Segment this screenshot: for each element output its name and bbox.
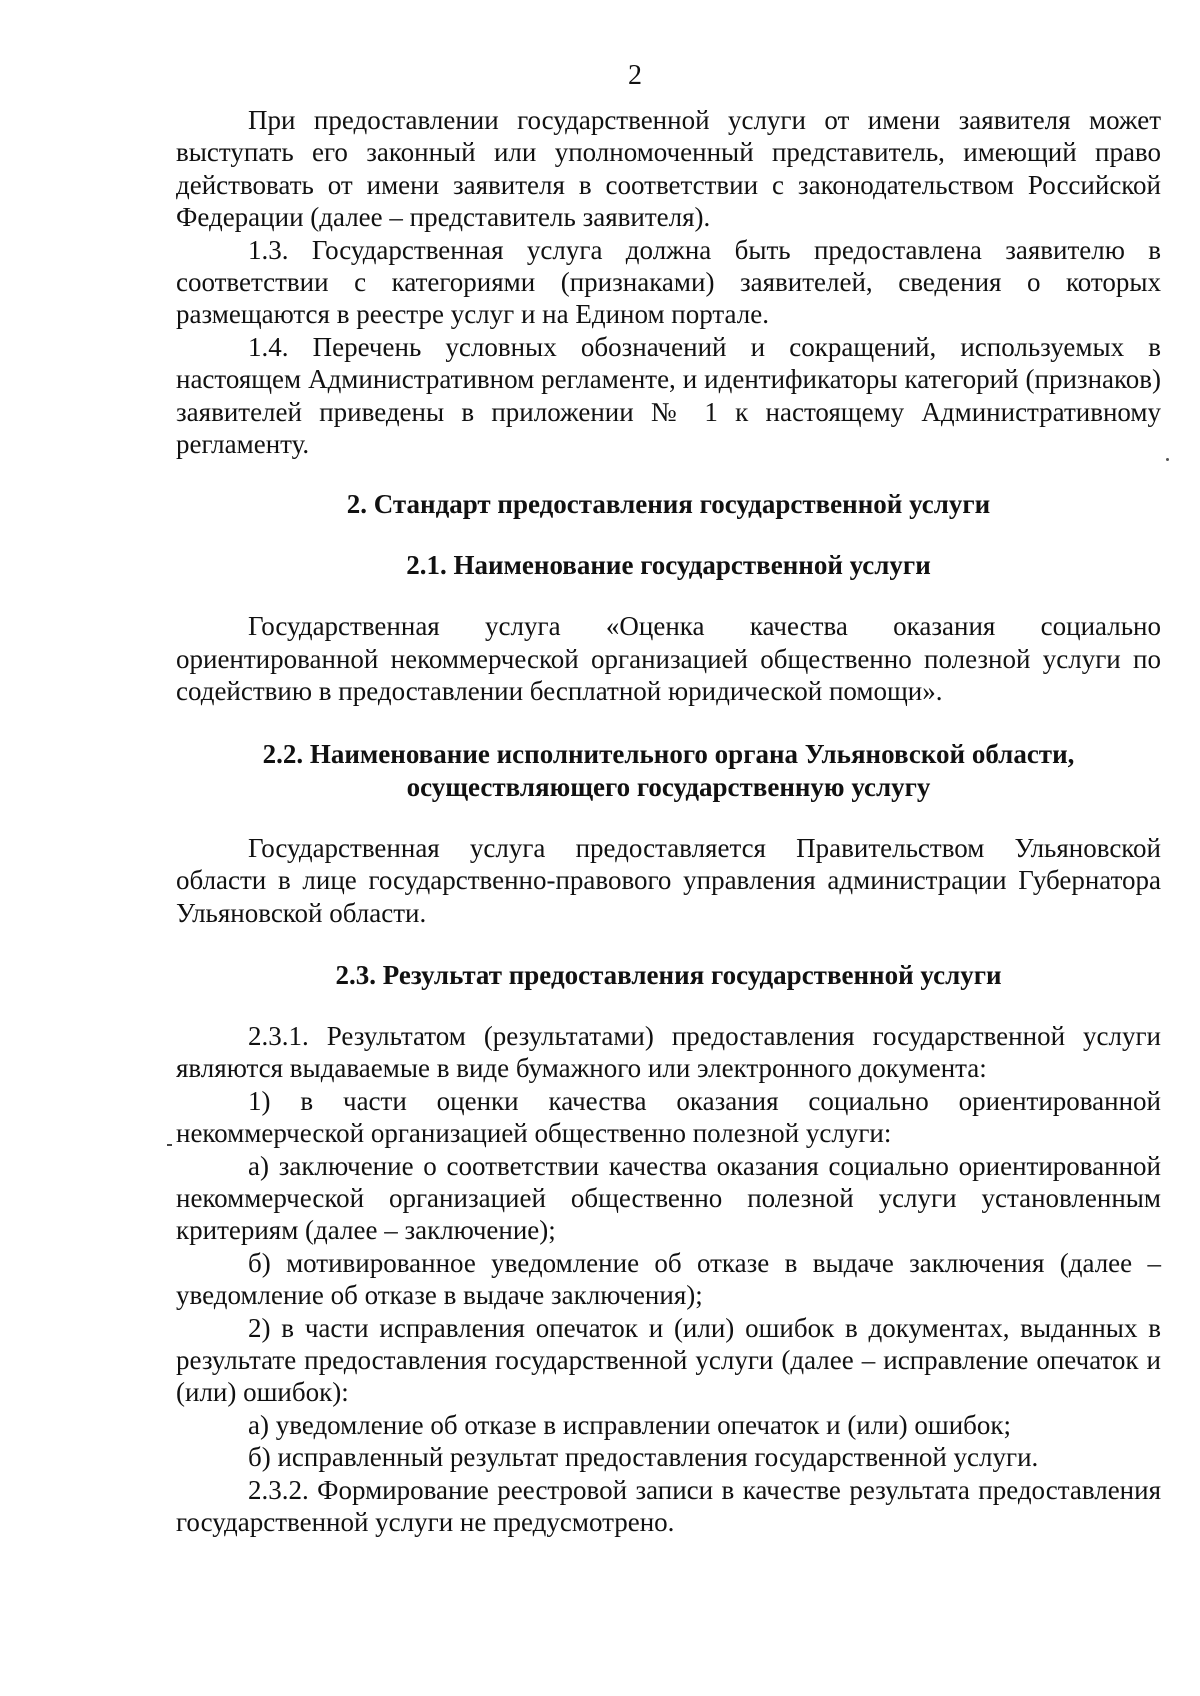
subsection-heading-2-2 [176,738,1161,804]
paragraph-2-2: Государственная услуга предоставляется Правительством Ульяновской области в лице государственно-правового управления администрации Губернатора Ульяновской области. [176,832,1161,928]
section-heading-2: 2. Стандарт предоставления государственной услуги [346,489,991,520]
subsection-heading-2-1: 2.1. Наименование государственной услуги [406,550,931,581]
page-number: 2 [628,60,642,91]
margin-dot-mark [1166,458,1169,461]
subsection-heading-2-3: 2.3. Результат предоставления государственной услуги [335,959,1002,990]
subsection-heading-2-2-line2: осуществляющего государственную услугу [406,771,931,802]
paragraph-2-3-1-item-1b: б) мотивированное уведомление об отказе в выдаче заключения (далее – уведомление об отказе в выдаче заключения); [176,1247,1161,1311]
paragraph-2-3-1-item-2: 2) в части исправления опечаток и (или) ошибок в документах, выданных в результате предоставления государственной услуги (далее – исправление опечаток и (или) ошибок): [176,1312,1161,1408]
paragraph-2-3-1-item-1a: а) заключение о соответствии качества оказания социально ориентированной некоммерческой организацией общественно полезной услуги установленным критериям (далее – заключение); [176,1150,1161,1246]
paragraph-1-4: 1.4. Перечень условных обозначений и сокращений, используемых в настоящем Административном регламенте, и идентификаторы категорий (признаков) заявителей приведены в приложении № 1 к настоящему Административному регламенту. [176,331,1161,460]
paragraph-2-3-1-item-2b: б) исправленный результат предоставления государственной услуги. [248,1442,1039,1473]
subsection-heading-2-2-line1: 2.2. Наименование исполнительного органа Ульяновской области, [262,738,1075,769]
paragraph-representative: При предоставлении государственной услуги от имени заявителя может выступать его законный или уполномоченный представитель, имеющий право действовать от имени заявителя в соответствии с законодательством Российской Федерации (далее – представитель заявителя). [176,105,1161,233]
paragraph-2-3-1-item-1: 1) в части оценки качества оказания социально ориентированной некоммерческой организацией общественно полезной услуги: [176,1085,1161,1149]
paragraph-2-3-2: 2.3.2. Формирование реестровой записи в качестве результата предоставления государственной услуги не предусмотрено. [176,1474,1161,1537]
paragraph-1-3: 1.3. Государственная услуга должна быть предоставлена заявителю в соответствии с категориями (признаками) заявителей, сведения о которых размещаются в реестре услуг и на Едином портале. [176,234,1161,330]
paragraph-2-3-1-item-2a: а) уведомление об отказе в исправлении опечаток и (или) ошибок; [248,1409,1012,1440]
paragraph-2-3-1: 2.3.1. Результатом (результатами) предоставления государственной услуги являются выдаваемые в виде бумажного или электронного документа: [176,1020,1161,1084]
document-body [176,104,1161,1538]
paragraph-2-1: Государственная услуга «Оценка качества оказания социально ориентированной некоммерческой организацией общественно полезной услуги по содействию в предоставлении бесплатной юридической помощи». [176,611,1161,707]
margin-dash-mark [167,1144,172,1146]
